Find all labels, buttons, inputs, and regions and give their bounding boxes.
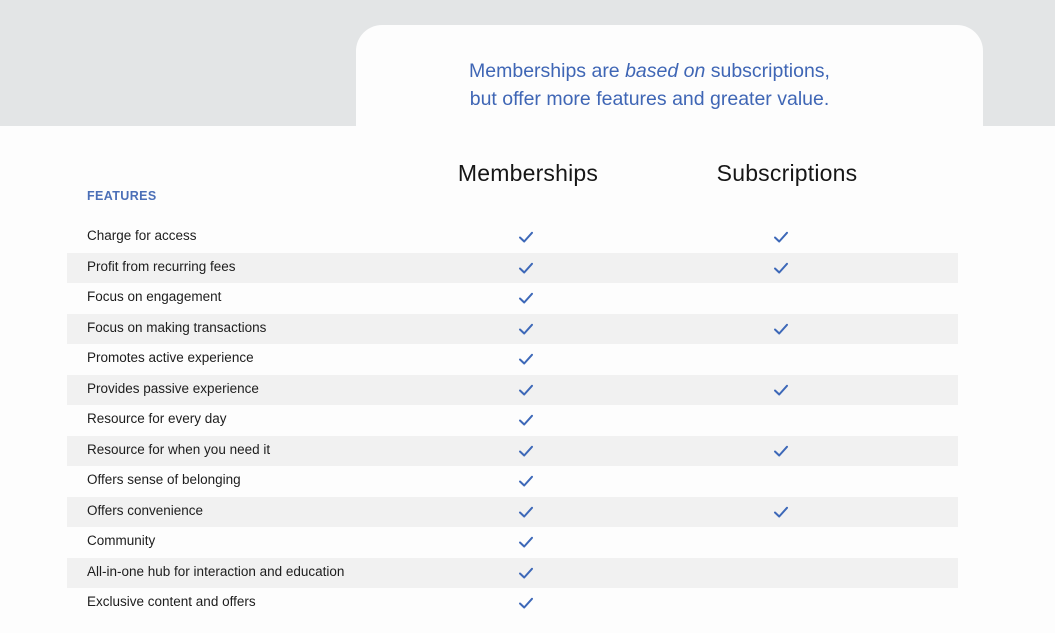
check-icon — [771, 227, 791, 247]
feature-label: Focus on engagement — [87, 289, 222, 304]
table-row — [67, 344, 958, 375]
table-row — [67, 253, 958, 284]
check-icon — [516, 258, 536, 278]
check-icon — [771, 441, 791, 461]
memberships-column-header: Memberships — [457, 160, 599, 186]
feature-label: Community — [87, 533, 156, 548]
check-icon — [516, 288, 536, 308]
feature-label: Promotes active experience — [87, 350, 254, 365]
check-icon — [771, 319, 791, 339]
check-icon — [516, 563, 536, 583]
check-icon — [516, 441, 536, 461]
feature-label: Provides passive experience — [87, 380, 259, 396]
feature-label: All-in-one hub for interaction and education — [87, 563, 345, 579]
callout-line-2: but offer more features and greater value. — [469, 88, 830, 110]
check-icon — [516, 471, 536, 491]
features-label: FEATURES — [87, 189, 157, 203]
table-row — [67, 436, 958, 467]
feature-label: Resource for when you need it — [87, 441, 271, 457]
feature-label: Focus on making transactions — [87, 319, 267, 335]
check-icon — [516, 380, 536, 400]
check-icon — [516, 319, 536, 339]
feature-label: Offers convenience — [87, 502, 204, 518]
feature-label: Resource for every day — [87, 411, 227, 426]
feature-label: Offers sense of belonging — [87, 472, 241, 487]
table-row — [67, 375, 958, 406]
feature-label: Charge for access — [87, 228, 197, 243]
table-row — [67, 314, 958, 345]
feature-label: Profit from recurring fees — [87, 258, 236, 274]
table-row — [67, 527, 958, 558]
check-icon — [771, 258, 791, 278]
check-icon — [516, 532, 536, 552]
table-row — [67, 588, 958, 619]
callout-text-after: subscriptions, — [705, 60, 830, 82]
intro-callout — [356, 25, 983, 155]
table-row — [67, 466, 958, 497]
comparison-table — [67, 222, 958, 619]
check-icon — [516, 349, 536, 369]
callout-text-before: Memberships are — [469, 60, 626, 82]
table-row — [67, 497, 958, 528]
callout-line-1 — [356, 57, 943, 85]
check-icon — [516, 227, 536, 247]
feature-label: Exclusive content and offers — [87, 594, 256, 609]
check-icon — [516, 410, 536, 430]
subscriptions-column-header: Subscriptions — [716, 160, 858, 186]
check-icon — [516, 502, 536, 522]
callout-emphasis: based on — [625, 60, 706, 82]
table-row — [67, 558, 958, 589]
table-row — [67, 405, 958, 436]
table-row — [67, 283, 958, 314]
check-icon — [516, 593, 536, 613]
table-row — [67, 222, 958, 253]
check-icon — [771, 380, 791, 400]
check-icon — [771, 502, 791, 522]
